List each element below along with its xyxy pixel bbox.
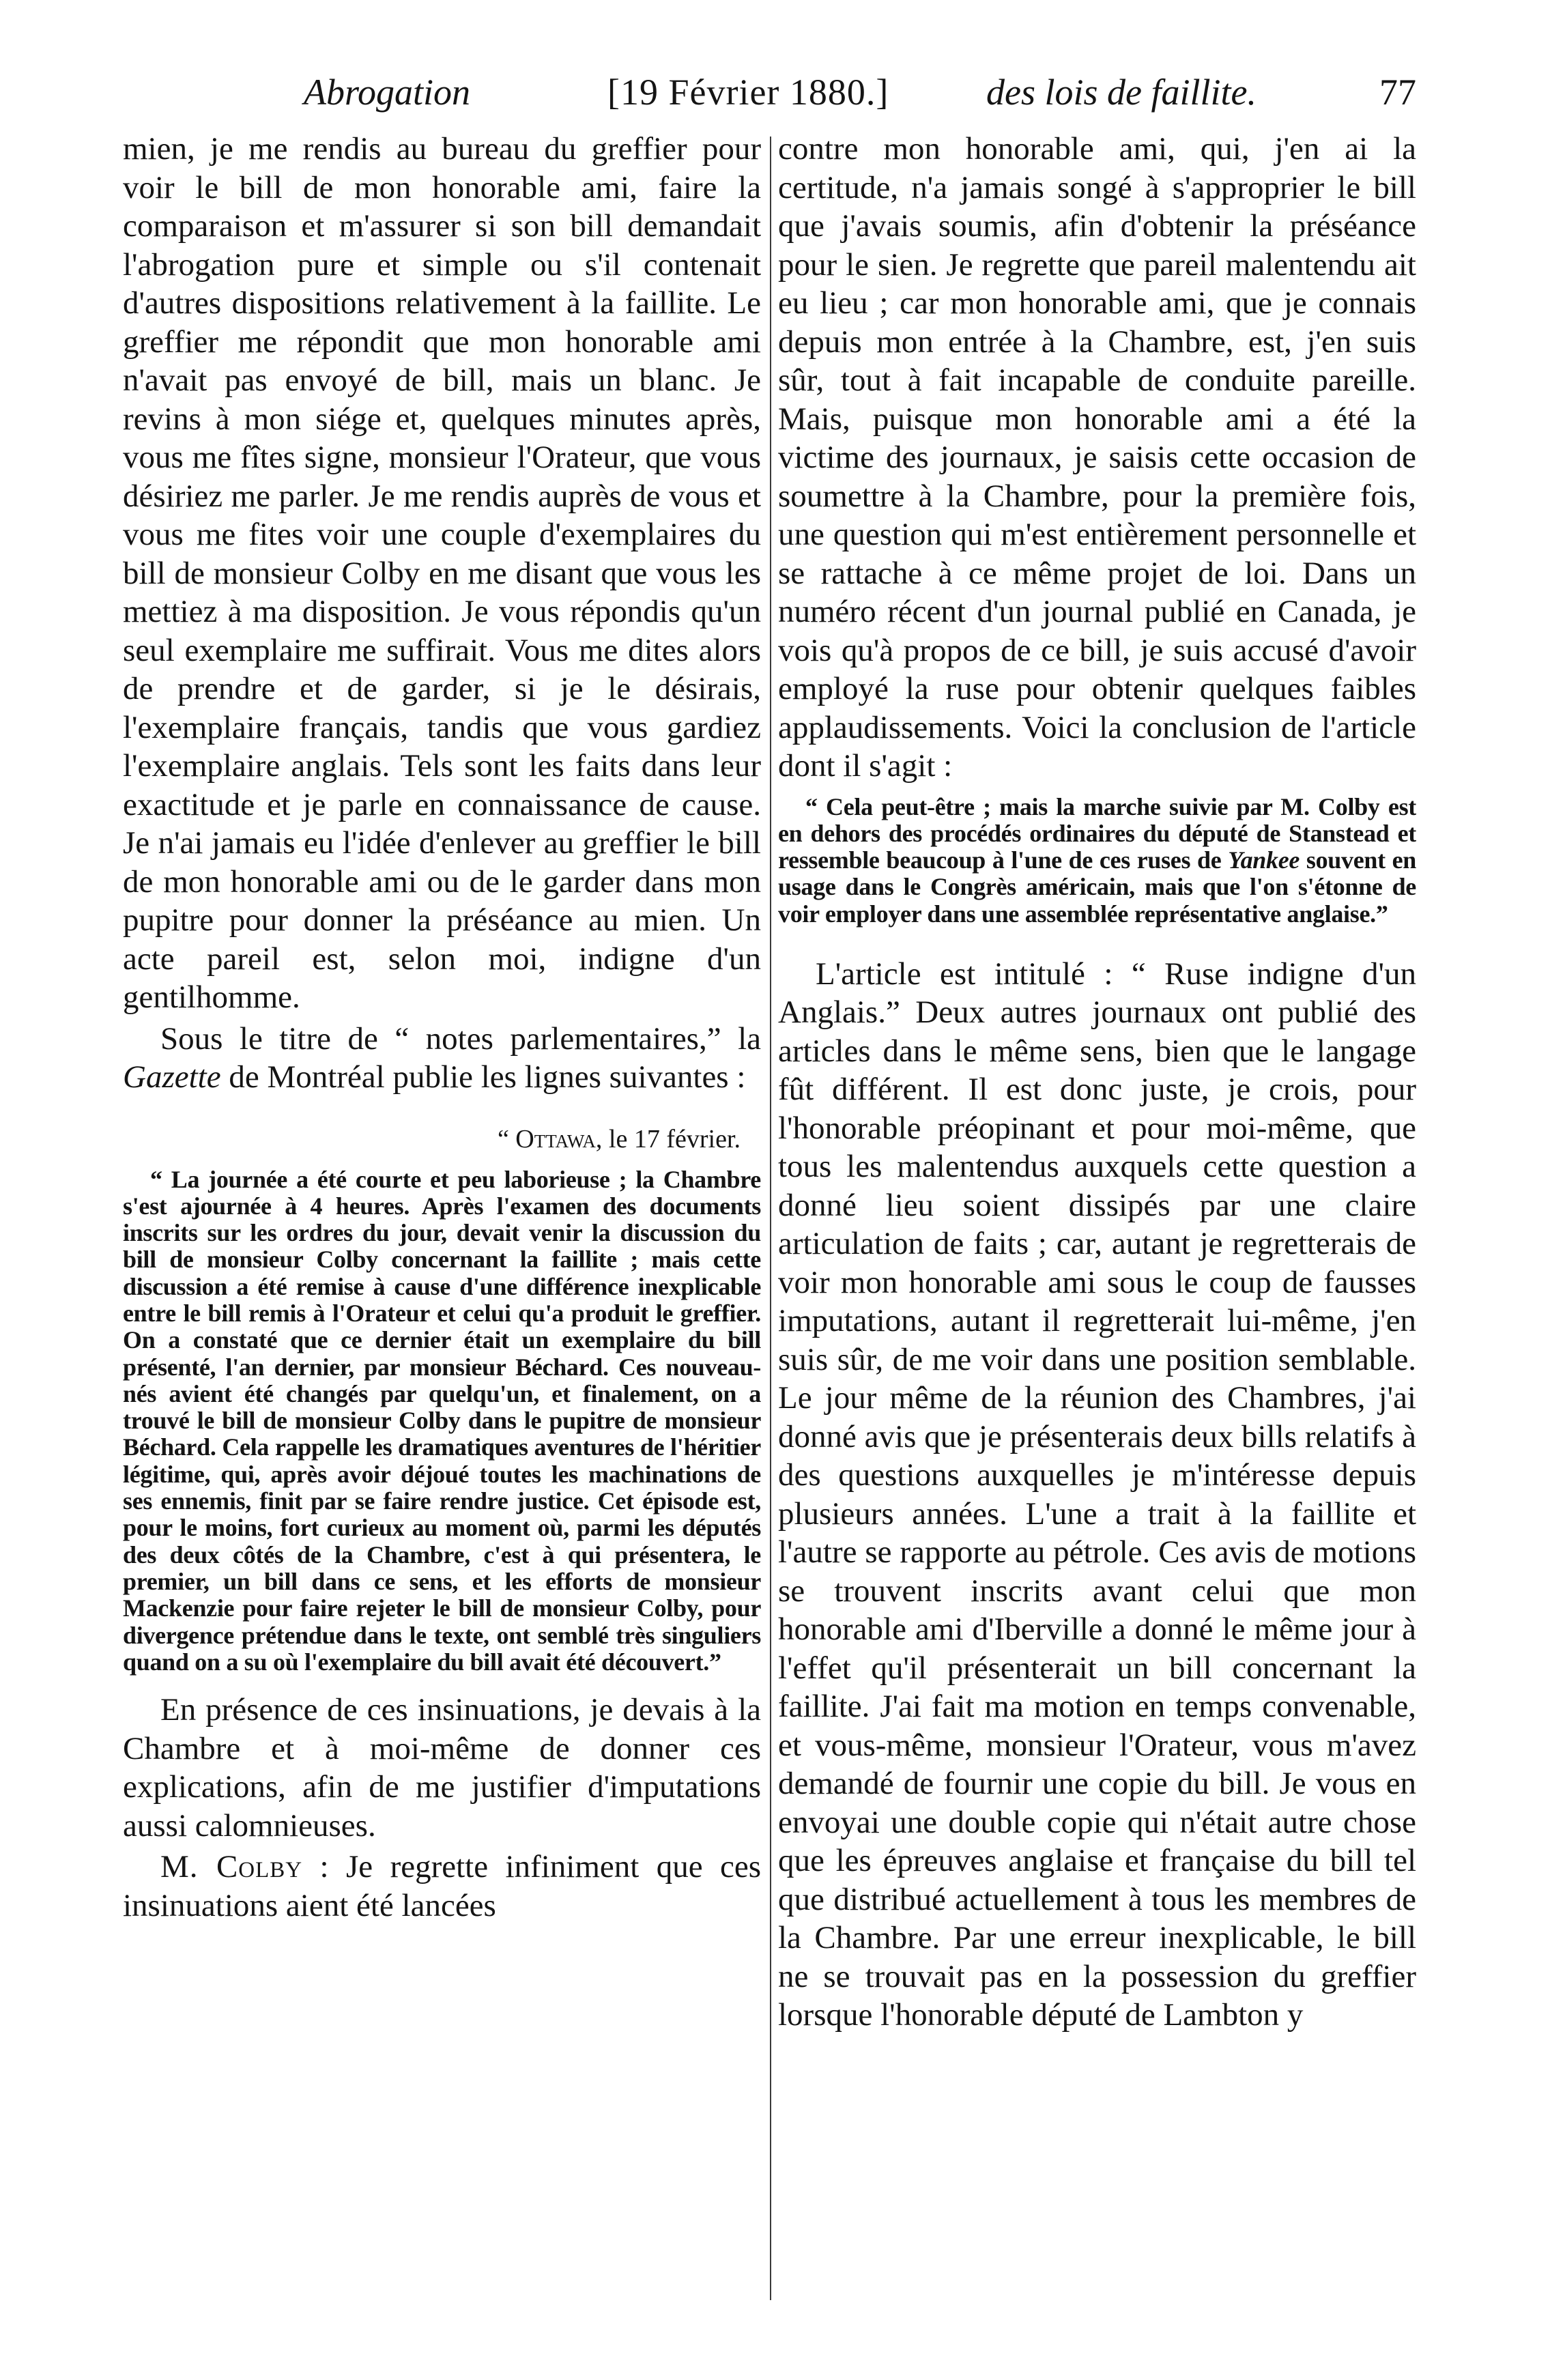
article-quote	[778, 794, 1416, 928]
left-paragraph-3: En présence de ces insinuations, je devais à la Chambre et à moi-même de donner ces explications, afin de me justifier d'imputations aussi calomnieuses.	[123, 1692, 761, 1844]
left-paragraph-2-start: Sous le titre de “ notes parlementaires,” la	[160, 1020, 761, 1057]
left-column	[123, 130, 761, 2317]
left-paragraph-1: mien, je me rendis au bureau du greffier pour voir le bill de mon honorable ami, faire la comparaison et m'assurer si son bill demandait l'abrogation pure et simple ou s'il contenait d'autres dispositions relativement à la faillite. Le greffier me répondit que mon honorable ami n'avait pas envoyé de bill, mais un blanc. Je revins à mon siége et, quelques minutes après, vous me fîtes signe, monsieur l'Orateur, que vous désiriez me parler. Je me rendis auprès de vous et vous me fites voir une couple d'exemplaires du bill de monsieur Colby en me disant que vous les mettiez à ma disposition. Je vous répondis qu'un seul exemplaire me suffirait. Vous me dites alors de prendre et de garder, si je le désirais, l'exemplaire français, tandis que vous gardiez l'exemplaire anglais. Tels sont les faits dans leur exactitude et je parle en connaissance de cause. Je n'ai jamais eu l'idée d'enlever au greffier le bill de mon honorable ami ou de le garder dans mon pupitre pour donner la préséance au mien. Un acte pareil est, selon moi, indigne d'un gentilhomme.	[123, 131, 761, 1015]
page-number: 77	[1379, 72, 1416, 113]
header-date: [19 Février 1880.]	[607, 72, 889, 113]
running-header	[116, 65, 1426, 119]
article-quote-start: “ Cela peut-être ; mais la marche suivie par M. Colby est en dehors des procédés ordinaires du député de Stanstead et ressemble beaucoup à l'une de ces ruses de	[778, 792, 1416, 874]
left-paragraph-2	[123, 1020, 761, 1097]
left-paragraph-4-text: : Je regrette infiniment que ces insinuations aient été lancées	[123, 1849, 761, 1923]
right-column	[778, 130, 1416, 2317]
gazette-name: Gazette	[123, 1059, 221, 1095]
dateline-date: le 17 février.	[602, 1124, 741, 1153]
quote-dateline	[123, 1123, 761, 1156]
right-paragraph-2: L'article est intitulé : “ Ruse indigne d'un Anglais.” Deux autres journaux ont publié des articles dans le même sens, bien que le langage fût différent. Il est donc juste, je crois, pour l'honorable préopinant et pour moi-même, que tous les malentendus auxquels cette question a donné lieu soient dissipés par une claire articulation de faits ; car, autant je regretterais de voir mon honorable ami sous le coup de fausses imputations, autant il regretterait lui-même, j'en suis sûr, de me voir dans une position semblable. Le jour même de la réunion des Chambres, j'ai donné avis que je présenterais deux bills relatifs à des questions auxquelles je m'intéresse depuis plusieurs années. L'une a trait à la faillite et l'autre se rapporte au pétrole. Ces avis de motions se trouvent inscrits avant celui que mon honorable ami d'Iberville a donné le même jour à l'effet qu'il présenterait un bill concernant la faillite. J'ai fait ma motion en temps convenable, et vous-même, monsieur l'Orateur, vous m'avez demandé de fournir une copie du bill. Je vous en envoyai une double copie qui n'était autre chose que les épreuves anglaise et française du bill tel que distribué actuellement à tous les membres de la Chambre. Par une erreur inexplicable, le bill ne se trouvait pas en la possession du greffier lorsque l'honorable député de Lambton y	[778, 956, 1416, 2033]
dateline-city: “ Ottawa,	[497, 1124, 603, 1153]
header-title-left: Abrogation	[304, 72, 471, 113]
article-quote-end: souvent en usage dans le Congrès américain, mais que l'on s'étonne de voir employer dans une assemblée représentative anglaise.”	[778, 846, 1416, 928]
speaker-name: M. Colby	[160, 1849, 303, 1885]
left-paragraph-4	[123, 1848, 761, 1925]
left-paragraph-2-end: de Montréal publie les lignes suivantes :	[220, 1059, 746, 1095]
column-divider	[770, 137, 771, 2300]
header-title-right: des lois de faillite.	[986, 72, 1257, 113]
right-paragraph-1: contre mon honorable ami, qui, j'en ai la certitude, n'a jamais songé à s'approprier le bill que j'avais soumis, afin d'obtenir la préséance pour le sien. Je regrette que pareil malentendu ait eu lieu ; car mon honorable ami, que je connais depuis mon entrée à la Chambre, est, j'en suis sûr, tout à fait incapable de conduite pareille. Mais, puisque mon honorable ami a été la victime des journaux, je saisis cette occasion de soumettre à la Chambre, pour la première fois, une question qui m'est entièrement personnelle et se rattache à ce même projet de loi. Dans un numéro récent d'un journal publié en Canada, je vois qu'à propos de ce bill, je suis accusé d'avoir employé la ruse pour obtenir quelques faibles applaudissements. Voici la conclusion de l'article dont il s'agit :	[778, 131, 1416, 784]
yankee-word: Yankee	[1228, 846, 1300, 874]
gazette-quote: “ La journée a été courte et peu laborieuse ; la Chambre s'est ajournée à 4 heures. Après l'examen des documents inscrits sur les ordres du jour, devait venir la discussion du bill de monsieur Colby concernant la faillite ; mais cette discussion a été remise à cause d'une différence inexplicable entre le bill remis à l'Orateur et celui qu'a produit le greffier. On a constaté que ce dernier était un exemplaire du bill présenté, l'an dernier, par monsieur Béchard. Ces nouveau-nés avient été changés par quelqu'un, et finalement, on a trouvé le bill de monsieur Colby dans le pupitre de monsieur Béchard. Cela rappelle les dramatiques aventures de l'héritier légitime, qui, après avoir déjoué toutes les machinations de ses ennemis, finit par se faire rendre justice. Cet épisode est, pour le moins, fort curieux au moment où, parmi les députés des deux côtés de la Chambre, c'est à qui présentera, le premier, un bill dans ce sens, et les efforts de monsieur Mackenzie pour faire rejeter le bill de monsieur Colby, pour divergence prétendue dans le texte, ont semblé très singuliers quand on a su où l'exemplaire du bill avait été découvert.”	[123, 1165, 761, 1676]
